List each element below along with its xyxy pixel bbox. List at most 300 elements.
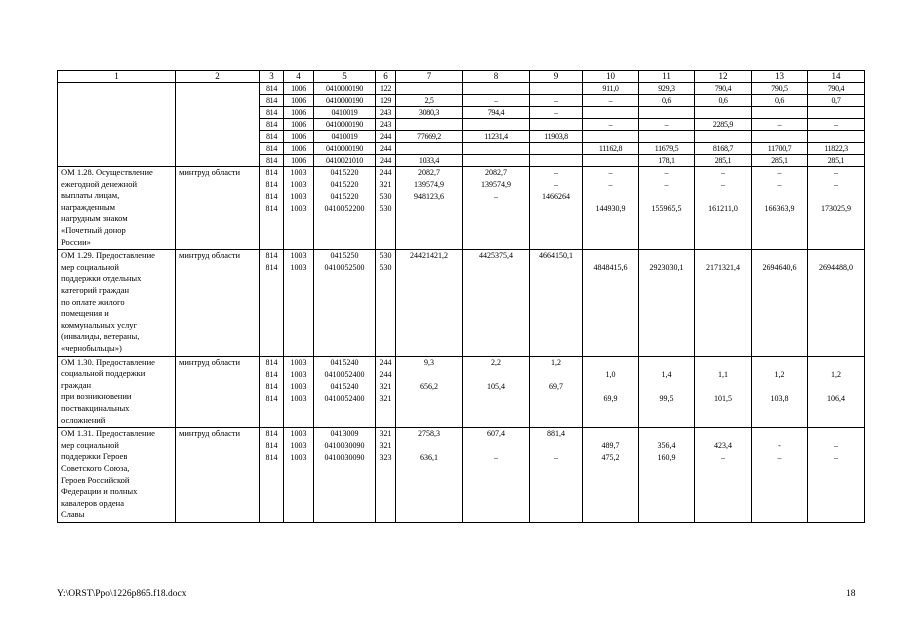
- table-value: 0410052500: [324, 263, 365, 273]
- table-value: 1,4: [661, 369, 672, 379]
- table-value: 4848415,6: [593, 263, 628, 273]
- measure-name-line: ОМ 1.30. Предоставление: [61, 356, 155, 367]
- table-value: 475,2: [601, 453, 620, 463]
- grbs-code-column: [260, 250, 284, 356]
- table-value: [695, 381, 751, 393]
- table-value: 321: [379, 393, 392, 403]
- table-value: [530, 393, 582, 405]
- table-value: 173025,9: [821, 204, 851, 213]
- header-cell-6: 6: [376, 71, 396, 83]
- value-col-11-cell: 929,3: [639, 83, 695, 95]
- target-article-cell: 0410000190: [314, 143, 376, 155]
- table-value: [463, 393, 529, 405]
- header-cell-11: 11: [639, 71, 695, 83]
- value-col-14-cell: 11822,3: [808, 143, 865, 155]
- table-value: 814: [265, 369, 278, 379]
- table-value: 814: [265, 441, 278, 451]
- value-col-12-cell: [695, 131, 752, 143]
- value-col-14-cell: 285,1: [808, 155, 865, 167]
- measure-name-cell: [58, 83, 176, 167]
- measure-name-line: мер социальной: [61, 439, 119, 450]
- table-value: [530, 369, 582, 381]
- value-col-14-column: [808, 250, 865, 356]
- value-col-10-column: [583, 250, 639, 356]
- table-value: [639, 250, 694, 262]
- value-col-11-cell: 11679,5: [639, 143, 695, 155]
- table-value: [396, 393, 462, 405]
- target-article-cell: 0410000190: [314, 95, 376, 107]
- table-value: [396, 203, 462, 215]
- table-value: 2694640,6: [762, 263, 797, 273]
- table-value: 244: [379, 357, 392, 367]
- header-cell-12: 12: [695, 71, 752, 83]
- measure-name-line: поствакцинальных: [61, 402, 130, 413]
- table-value: [695, 357, 751, 369]
- table-value: –: [608, 168, 613, 177]
- table-value: 321: [379, 180, 392, 189]
- expense-type-column: [376, 167, 396, 250]
- table-value: -: [778, 441, 781, 451]
- measure-row: [58, 428, 865, 523]
- value-col-14-cell: 790,4: [808, 83, 865, 95]
- table-value: [752, 191, 807, 203]
- table-value: 1003: [290, 369, 307, 379]
- value-col-9-column: [530, 250, 583, 356]
- table-value: –: [721, 168, 725, 177]
- table-value: 814: [265, 393, 278, 403]
- target-article-column: [314, 167, 376, 250]
- value-col-9-column: [530, 356, 583, 428]
- value-col-11-cell: [639, 107, 695, 119]
- section-code-cell: 1006: [284, 107, 314, 119]
- measure-name-line: осложнений: [61, 414, 106, 425]
- table-value: 321: [379, 381, 392, 391]
- measure-name-line: Федерации и полных: [61, 486, 138, 497]
- table-value: [639, 191, 694, 203]
- grbs-code-cell: 814: [260, 83, 284, 95]
- value-col-10-cell: –: [583, 95, 639, 107]
- expense-type-cell: 243: [376, 107, 396, 119]
- expense-type-column: [376, 428, 396, 523]
- table-value: 161211,0: [708, 204, 738, 213]
- measure-name: [58, 356, 176, 428]
- value-col-11-cell: [639, 131, 695, 143]
- value-col-13-cell: 11700,7: [752, 143, 808, 155]
- value-col-14-column: [808, 356, 865, 428]
- value-col-14-cell: [808, 131, 865, 143]
- table-value: –: [554, 180, 558, 189]
- measure-name-line: «Почетный донор: [61, 224, 126, 235]
- value-col-8-column: [463, 356, 530, 428]
- value-col-14-column: [808, 167, 865, 250]
- table-value: 4425375,4: [479, 251, 513, 261]
- table-value: 530: [379, 263, 392, 273]
- expense-type-cell: 244: [376, 131, 396, 143]
- table-value: 2923030,1: [649, 263, 684, 273]
- value-col-13-cell: 790,5: [752, 83, 808, 95]
- header-cell-10: 10: [583, 71, 639, 83]
- value-col-7-cell: [396, 143, 463, 155]
- header-cell-3: 3: [260, 71, 284, 83]
- target-article-column: [314, 356, 376, 428]
- measure-name-line: мер социальной: [61, 261, 119, 272]
- value-col-7-column: [396, 428, 463, 523]
- table-row: [58, 83, 865, 95]
- section-code-cell: 1006: [284, 119, 314, 131]
- value-col-9-column: [530, 167, 583, 250]
- value-col-7-cell: 77669,2: [396, 131, 463, 143]
- table-value: 99,5: [659, 393, 674, 403]
- grbs-code-column: [260, 356, 284, 428]
- table-value: 530: [379, 251, 392, 261]
- table-value: 1003: [290, 263, 307, 273]
- table-value: 1,2: [831, 369, 841, 379]
- footer-file-path: Y:\ORST\Ppo\1226p865.f18.docx: [57, 589, 187, 599]
- table-value: 4664150,1: [539, 251, 573, 261]
- value-col-14-cell: –: [808, 119, 865, 131]
- table-value: 1003: [290, 381, 307, 391]
- table-value: 0415240: [330, 381, 359, 391]
- value-col-9-cell: [530, 119, 583, 131]
- measure-name-line: ОМ 1.28. Осуществление: [61, 167, 153, 177]
- measure-name: [58, 167, 176, 250]
- table-value: [463, 440, 529, 452]
- value-col-12-column: [695, 250, 752, 356]
- table-value: [583, 428, 638, 440]
- target-article-column: [314, 428, 376, 523]
- table-value: 1,2: [774, 369, 785, 379]
- value-col-11-cell: –: [639, 119, 695, 131]
- table-value: [530, 440, 582, 452]
- target-article-cell: 0410019: [314, 131, 376, 143]
- table-value: 160,9: [657, 453, 676, 463]
- table-value: 1003: [290, 453, 307, 463]
- value-col-12-cell: 285,1: [695, 155, 752, 167]
- grbs-code-cell: 814: [260, 119, 284, 131]
- table-value: –: [834, 168, 838, 177]
- grbs-code-cell: 814: [260, 95, 284, 107]
- table-value: 1003: [290, 441, 307, 451]
- value-col-12-column: [695, 167, 752, 250]
- value-col-7-column: [396, 167, 463, 250]
- table-value: 489,7: [601, 441, 620, 451]
- table-value: [808, 191, 864, 203]
- measure-executor: минтруд области: [176, 428, 260, 523]
- section-code-column: [284, 428, 314, 523]
- table-value: –: [721, 180, 725, 189]
- value-col-10-cell: –: [583, 119, 639, 131]
- value-col-8-cell: 11231,4: [463, 131, 530, 143]
- table-value: 69,7: [549, 381, 563, 391]
- table-value: 0415220: [330, 168, 359, 177]
- executor-cell: [176, 83, 260, 167]
- table-value: –: [777, 180, 782, 189]
- table-value: 0415250: [330, 251, 359, 261]
- section-code-column: [284, 167, 314, 250]
- table-value: 321: [379, 429, 392, 439]
- value-col-11-column: [639, 250, 695, 356]
- table-value: 948123,6: [414, 192, 444, 201]
- table-value: –: [664, 180, 669, 189]
- value-col-7-cell: [396, 83, 463, 95]
- measure-name-line: социальной поддержки: [61, 368, 146, 379]
- table-value: 1,1: [718, 369, 728, 379]
- table-value: 1003: [290, 180, 307, 189]
- expense-type-cell: 243: [376, 119, 396, 131]
- measure-name-line: коммунальных услуг: [61, 319, 137, 330]
- value-col-11-column: [639, 356, 695, 428]
- table-value: [396, 262, 462, 274]
- table-value: –: [608, 180, 613, 189]
- table-value: 0410052400: [324, 393, 365, 403]
- table-value: 814: [265, 429, 278, 439]
- table-value: 101,5: [714, 393, 732, 403]
- value-col-8-cell: [463, 155, 530, 167]
- table-value: [695, 428, 751, 440]
- value-col-10-cell: [583, 155, 639, 167]
- value-col-13-column: [752, 428, 808, 523]
- grbs-code-cell: 814: [260, 131, 284, 143]
- section-code-cell: 1006: [284, 143, 314, 155]
- table-value: 1003: [290, 251, 307, 261]
- measure-name-line: выплаты лицам,: [61, 190, 120, 201]
- header-cell-8: 8: [463, 71, 530, 83]
- table-value: 881,4: [547, 429, 565, 439]
- section-code-column: [284, 356, 314, 428]
- table-value: 9,3: [424, 357, 434, 367]
- table-value: 1003: [290, 204, 307, 213]
- measure-row: [58, 250, 865, 356]
- measure-name-line: нагрудным знаком: [61, 213, 128, 224]
- header-cell-2: 2: [176, 71, 260, 83]
- value-col-12-cell: 2285,9: [695, 119, 752, 131]
- target-article-cell: 0410000190: [314, 83, 376, 95]
- measure-name-line: ежегодной денежной: [61, 178, 138, 189]
- value-col-8-column: [463, 167, 530, 250]
- table-value: [639, 357, 694, 369]
- table-value: [808, 428, 864, 440]
- measure-name-line: России»: [61, 236, 91, 247]
- table-value: 814: [265, 192, 278, 201]
- measure-name: [58, 250, 176, 356]
- measure-name-line: поддержки Героев: [61, 451, 128, 462]
- value-col-7-cell: 3080,3: [396, 107, 463, 119]
- value-col-12-column: [695, 428, 752, 523]
- value-col-13-column: [752, 250, 808, 356]
- table-value: 1003: [290, 393, 307, 403]
- table-value: [463, 203, 529, 215]
- table-value: 1003: [290, 429, 307, 439]
- value-col-11-column: [639, 167, 695, 250]
- value-col-8-cell: 794,4: [463, 107, 530, 119]
- table-value: 244: [379, 369, 392, 379]
- measure-name-line: при возникновении: [61, 391, 132, 402]
- value-col-7-column: [396, 250, 463, 356]
- value-col-7-cell: [396, 119, 463, 131]
- header-row: [58, 71, 865, 83]
- table-value: 530: [379, 204, 392, 213]
- table-value: 1003: [290, 357, 307, 367]
- measure-executor: минтруд области: [176, 167, 260, 250]
- table-value: 323: [379, 453, 392, 463]
- page-number: 18: [846, 589, 856, 599]
- header-cell-9: 9: [530, 71, 583, 83]
- value-col-8-cell: [463, 119, 530, 131]
- value-col-8-cell: [463, 83, 530, 95]
- table-value: 814: [265, 357, 278, 367]
- expense-type-column: [376, 356, 396, 428]
- header-cell-14: 14: [808, 71, 865, 83]
- expense-type-cell: 244: [376, 155, 396, 167]
- table-value: 1466264: [542, 192, 570, 201]
- table-value: 2082,7: [418, 168, 440, 177]
- table-value: –: [554, 453, 558, 463]
- table-value: [639, 381, 694, 393]
- value-col-13-cell: [752, 107, 808, 119]
- table-value: 69,9: [603, 393, 618, 403]
- table-value: –: [834, 441, 838, 451]
- table-value: [530, 262, 582, 274]
- value-col-10-column: [583, 167, 639, 250]
- value-col-12-column: [695, 356, 752, 428]
- value-col-14-cell: [808, 107, 865, 119]
- table-value: [583, 250, 638, 262]
- target-article-cell: 0410000190: [314, 119, 376, 131]
- measure-name-line: награжденным: [61, 201, 115, 212]
- table-value: [396, 369, 462, 381]
- table-value: [463, 262, 529, 274]
- table-value: 0415220: [330, 180, 359, 189]
- value-col-10-column: [583, 428, 639, 523]
- table-value: 1,2: [551, 357, 561, 367]
- table-value: 1,0: [605, 369, 616, 379]
- header-cell-7: 7: [396, 71, 463, 83]
- table-value: 2758,3: [418, 429, 440, 439]
- section-code-cell: 1006: [284, 155, 314, 167]
- measure-name-line: кавалеров ордена: [61, 497, 124, 508]
- grbs-code-cell: 814: [260, 107, 284, 119]
- table-value: 106,4: [827, 393, 845, 403]
- table-value: [752, 381, 807, 393]
- value-col-11-cell: 178,1: [639, 155, 695, 167]
- table-value: 814: [265, 168, 278, 177]
- grbs-code-column: [260, 167, 284, 250]
- table-value: 155965,5: [651, 204, 682, 213]
- table-value: 814: [265, 251, 278, 261]
- value-col-12-cell: 8168,7: [695, 143, 752, 155]
- measure-name-line: Славы: [61, 509, 85, 520]
- table-value: 0413009: [330, 429, 359, 439]
- value-col-10-cell: [583, 131, 639, 143]
- table-value: [752, 250, 807, 262]
- value-col-10-column: [583, 356, 639, 428]
- value-col-7-cell: 1033,4: [396, 155, 463, 167]
- expense-type-cell: 129: [376, 95, 396, 107]
- value-col-9-column: [530, 428, 583, 523]
- measure-name-line: граждан: [61, 379, 92, 390]
- table-value: 0410030090: [324, 453, 365, 463]
- table-value: 2,2: [491, 357, 501, 367]
- expense-type-cell: 122: [376, 83, 396, 95]
- table-value: [583, 191, 638, 203]
- value-col-13-cell: 285,1: [752, 155, 808, 167]
- table-value: 814: [265, 204, 278, 213]
- table-value: [396, 440, 462, 452]
- measure-name: [58, 428, 176, 523]
- table-value: 2694488,0: [819, 263, 853, 273]
- table-value: [695, 250, 751, 262]
- table-value: 144930,9: [595, 204, 626, 213]
- value-col-12-cell: 0,6: [695, 95, 752, 107]
- table-value: –: [721, 453, 725, 463]
- table-value: 105,4: [487, 381, 505, 391]
- table-value: –: [834, 453, 838, 463]
- value-col-13-cell: –: [752, 119, 808, 131]
- value-col-8-cell: [463, 143, 530, 155]
- table-value: 0415240: [330, 357, 359, 367]
- section-code-cell: 1006: [284, 131, 314, 143]
- table-value: 814: [265, 453, 278, 463]
- measure-name-line: по оплате жилого: [61, 296, 125, 307]
- value-col-12-cell: [695, 107, 752, 119]
- table-value: [639, 428, 694, 440]
- table-value: 530: [379, 192, 392, 201]
- value-col-10-cell: [583, 107, 639, 119]
- table-value: 814: [265, 381, 278, 391]
- table-value: [583, 357, 638, 369]
- table-value: 24421421,2: [410, 251, 448, 261]
- table-value: 656,2: [420, 381, 438, 391]
- table-value: 0410052200: [324, 204, 365, 213]
- table-value: 814: [265, 263, 278, 273]
- table-value: [583, 381, 638, 393]
- value-col-13-cell: 0,6: [752, 95, 808, 107]
- target-article-column: [314, 250, 376, 356]
- table-value: [752, 428, 807, 440]
- value-col-10-cell: 911,0: [583, 83, 639, 95]
- table-value: 2171321,4: [706, 263, 740, 273]
- value-col-9-cell: [530, 83, 583, 95]
- expense-type-column: [376, 250, 396, 356]
- budget-table: [57, 70, 865, 523]
- table-value: 0415220: [330, 192, 359, 201]
- table-value: 0410052400: [324, 369, 365, 379]
- header-cell-13: 13: [752, 71, 808, 83]
- table-value: [808, 357, 864, 369]
- table-value: [530, 203, 582, 215]
- measure-executor: минтруд области: [176, 356, 260, 428]
- measure-name-line: категорий граждан: [61, 284, 130, 295]
- table-value: –: [777, 453, 782, 463]
- table-value: 166363,9: [764, 204, 795, 213]
- value-col-14-column: [808, 428, 865, 523]
- target-article-cell: 0410019: [314, 107, 376, 119]
- table-value: [463, 369, 529, 381]
- value-col-8-column: [463, 250, 530, 356]
- value-col-9-cell: [530, 155, 583, 167]
- header-cell-1: 1: [58, 71, 176, 83]
- value-col-11-cell: 0,6: [639, 95, 695, 107]
- table-value: 1003: [290, 168, 307, 177]
- measure-executor: минтруд области: [176, 250, 260, 356]
- measure-name-line: ОМ 1.29. Предоставление: [61, 250, 155, 261]
- table-value: –: [494, 453, 498, 463]
- measure-name-line: помещения и: [61, 308, 109, 319]
- value-col-11-column: [639, 428, 695, 523]
- table-value: 423,4: [714, 441, 732, 451]
- section-code-column: [284, 250, 314, 356]
- table-value: 139574,9: [414, 180, 444, 189]
